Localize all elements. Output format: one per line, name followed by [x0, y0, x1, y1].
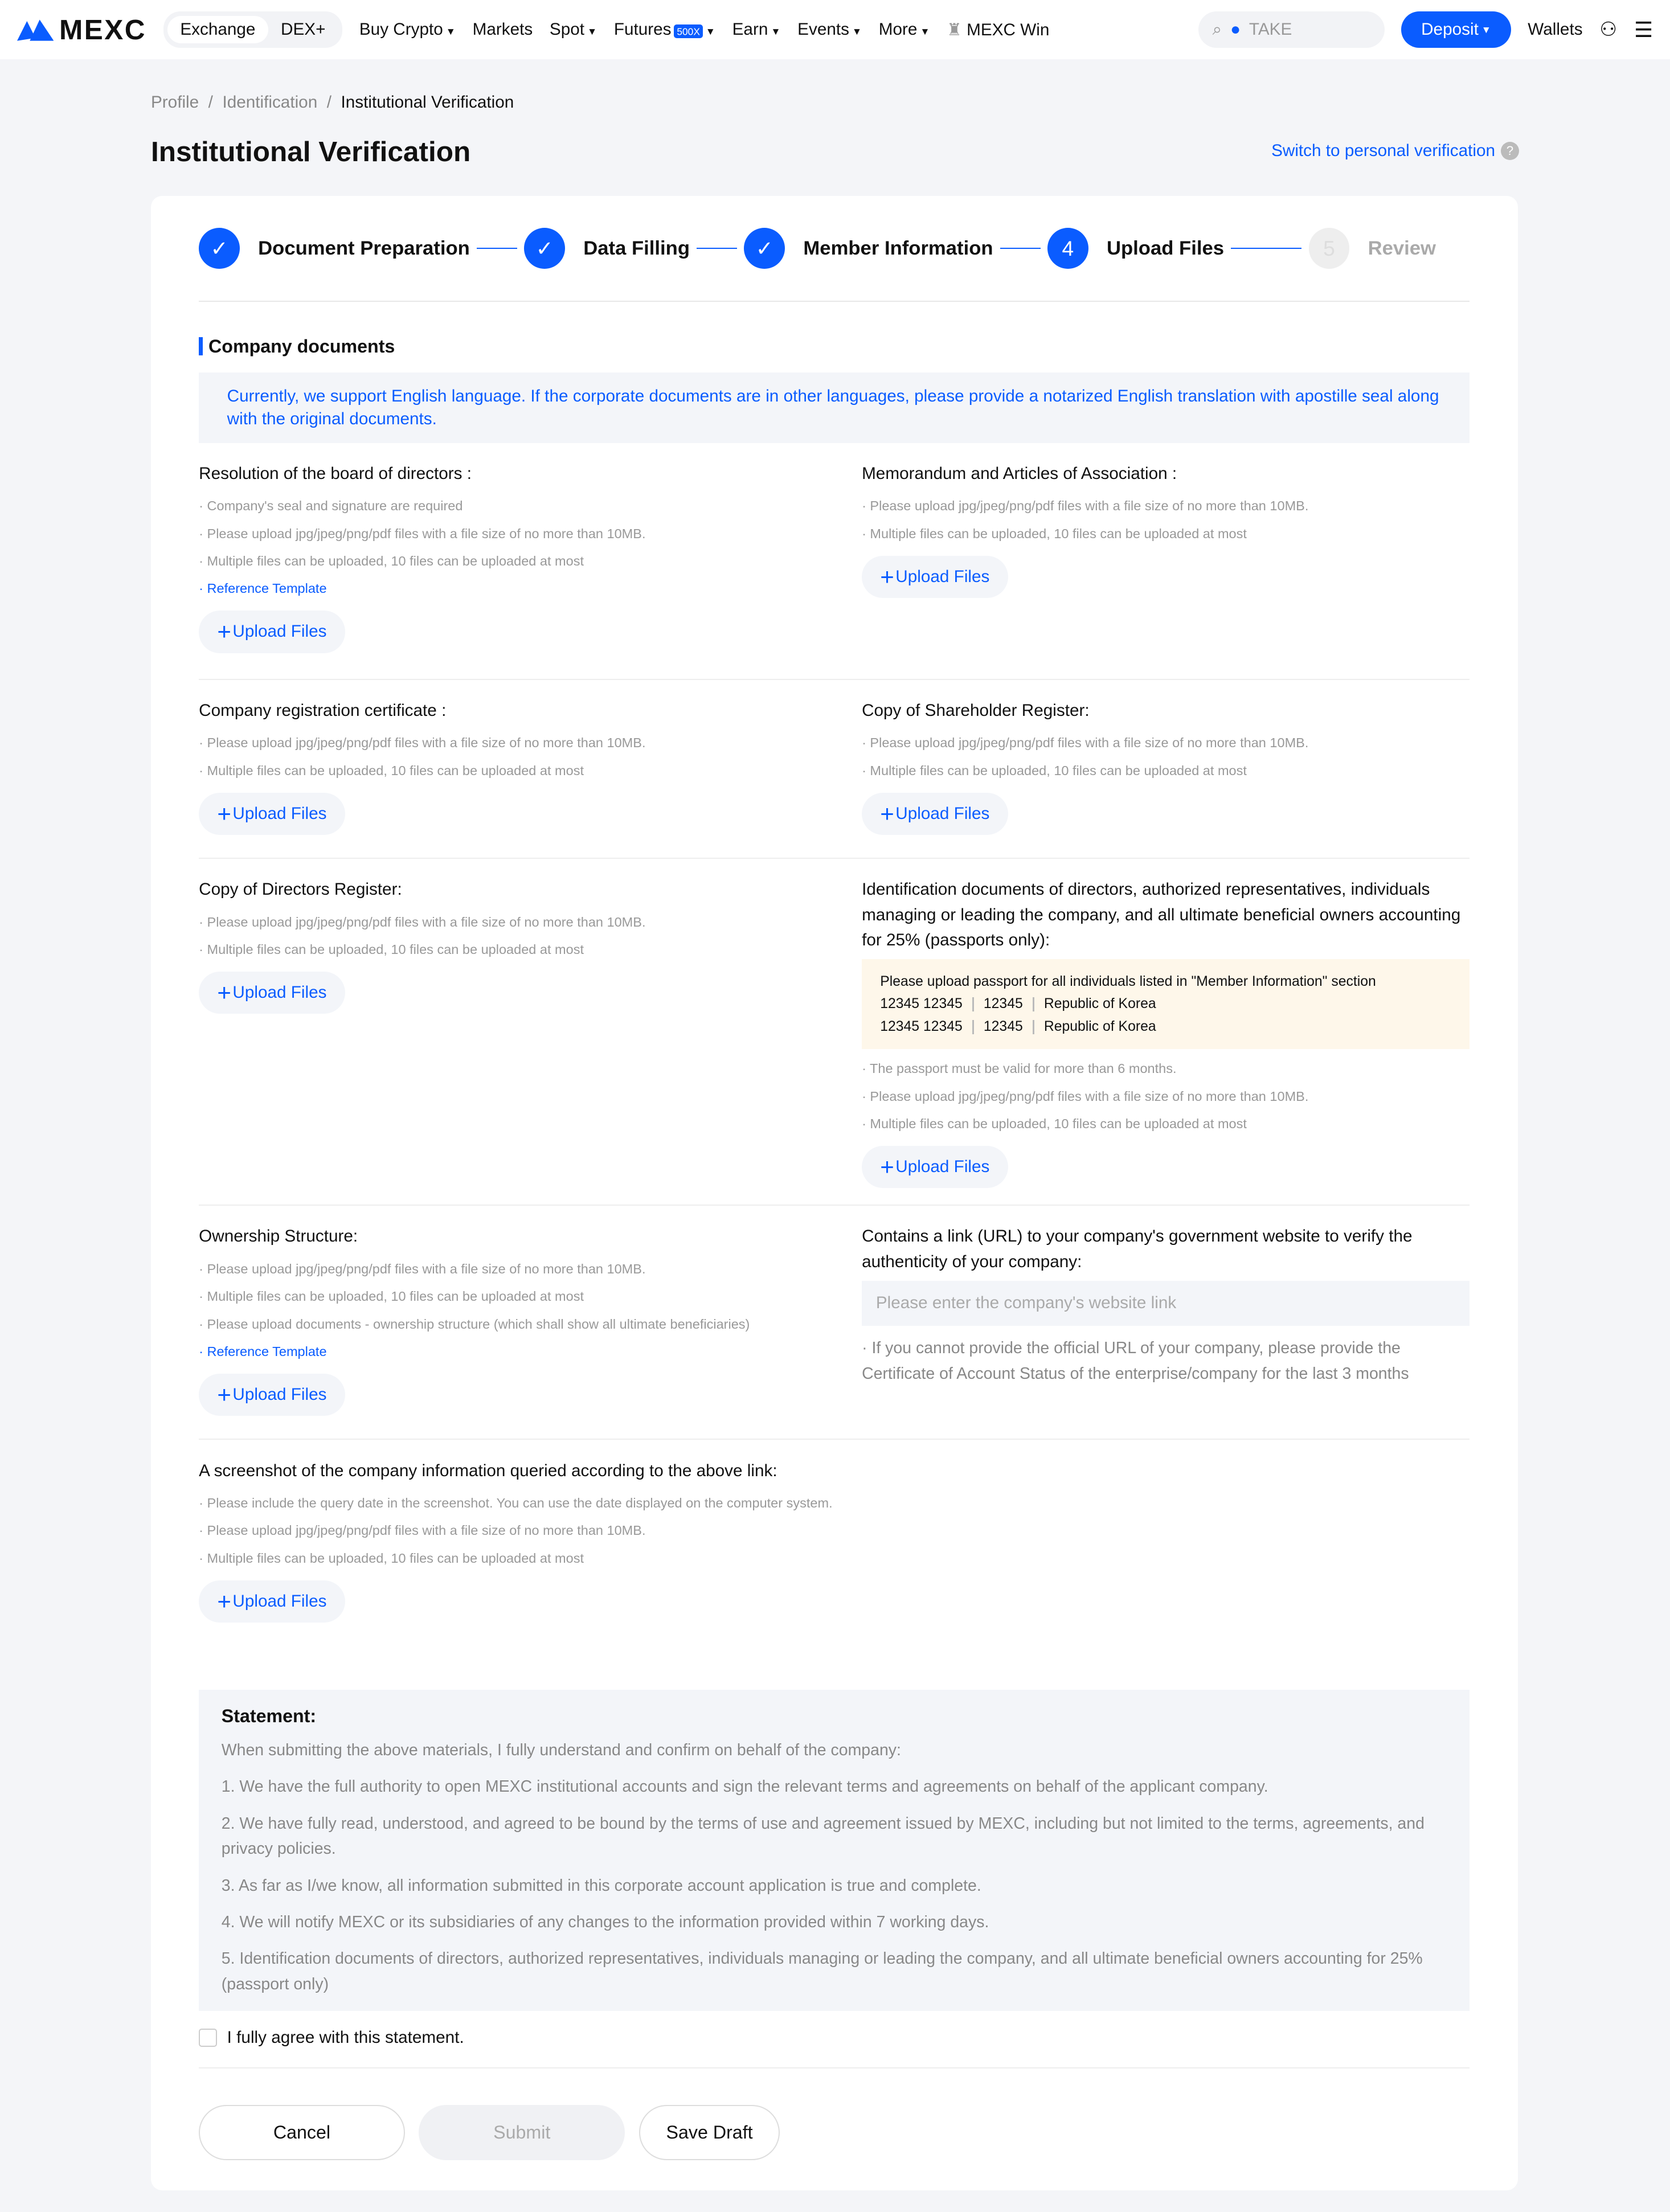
reference-template-link[interactable]: · Reference Template	[199, 1343, 327, 1359]
statement-box: Statement: When submitting the above materials, I fully understand and confirm on behalf of the company: 1. We have the full authority to open MEXC institutional accounts and sign the relevant terms and agreements on behalf of the applicant company. 2. We have fully read, understood, and agreed to be bound by the terms of use and agreement issued by MEXC, including but not limited to the terms, agreements, and privacy policies. 3. As far as I/we know, all information submitted in this corporate account application is true and complete. 4. We will notify MEXC or its subsidiaries of any changes to the information provided within 7 working days. 5. Identification documents of directors, authorized representatives, individuals managing or leading the company, and all ultimate beneficial owners accounting for 25% (passport only)	[199, 1690, 1470, 2012]
step-number: 5	[1309, 228, 1350, 269]
save-draft-button[interactable]: Save Draft	[639, 2105, 780, 2160]
plus-icon: +	[217, 1587, 231, 1615]
check-icon: ✓	[524, 228, 565, 269]
reference-template-link[interactable]: · Reference Template	[199, 581, 327, 596]
mexc-logo-icon	[17, 18, 54, 41]
nav-markets[interactable]: Markets	[472, 20, 533, 39]
exchange-dex-toggle	[163, 11, 343, 48]
top-nav	[0, 0, 1670, 59]
upload-button[interactable]: + Upload Files	[862, 793, 1008, 835]
nav-futures[interactable]: Futures 500X ▼	[613, 20, 715, 39]
board-resolution-field: Resolution of the board of directors : · Company's seal and signature are required · Please upload jpg/jpeg/png/pdf files with a file size of no more than 10MB. · Multiple files can be uploaded, 10 files can be uploaded at most · Reference Template + Upload Files	[199, 443, 862, 679]
section-title: Company documents	[199, 337, 1470, 355]
crumb-identification[interactable]: Identification	[222, 93, 318, 112]
nav-more[interactable]: More ▼	[878, 20, 930, 39]
user-icon[interactable]: ⚇	[1599, 19, 1618, 40]
step-label: Review	[1368, 237, 1436, 259]
submit-button[interactable]: Submit	[419, 2105, 625, 2160]
upload-button[interactable]: + Upload Files	[862, 1146, 1008, 1188]
mexc-logo[interactable]: MEXC	[17, 14, 146, 46]
upload-button[interactable]: + Upload Files	[199, 1374, 345, 1416]
plus-icon: +	[217, 618, 231, 645]
shareholder-register-field: Copy of Shareholder Register: · Please upload jpg/jpeg/png/pdf files with a file size of no more than 10MB. · Multiple files can be uploaded, 10 files can be uploaded at most + Upload Files	[862, 680, 1470, 858]
trophy-icon: ♜	[947, 20, 962, 39]
exchange-tab[interactable]: Exchange	[167, 16, 268, 44]
directors-register-field: Copy of Directors Register: · Please upload jpg/jpeg/png/pdf files with a file size of no more than 10MB. · Multiple files can be uploaded, 10 files can be uploaded at most + Upload Files	[199, 859, 862, 1205]
registration-certificate-field: Company registration certificate : · Please upload jpg/jpeg/png/pdf files with a file size of no more than 10MB. · Multiple files can be uploaded, 10 files can be uploaded at most + Upload Files	[199, 680, 862, 858]
deposit-button[interactable]: Deposit ▼	[1401, 11, 1511, 48]
search-icon: ⌕	[1212, 20, 1222, 39]
plus-icon: +	[880, 563, 894, 590]
member-row: 12345 12345 12345 Republic of Korea	[880, 996, 1156, 1012]
upload-button[interactable]: + Upload Files	[199, 611, 345, 653]
search-input[interactable]: ⌕ ● TAKE	[1198, 11, 1385, 48]
stepper	[199, 196, 1470, 302]
breadcrumb: Profile / Identification / Institutional Verification	[150, 93, 514, 112]
nav-events[interactable]: Events ▼	[797, 20, 862, 39]
step-label: Data Filling	[583, 237, 690, 259]
crumb-current: Institutional Verification	[341, 93, 514, 112]
memorandum-field: Memorandum and Articles of Association : · Please upload jpg/jpeg/png/pdf files with a file size of no more than 10MB. · Multiple files can be uploaded, 10 files can be uploaded at most + Upload Files	[862, 443, 1470, 679]
plus-icon: +	[217, 800, 231, 827]
step-label: Upload Files	[1106, 237, 1224, 259]
check-icon: ✓	[199, 228, 240, 269]
passport-notice: Please upload passport for all individuals listed in "Member Information" section 12345 12345 12345 Republic of Korea 12345 12345 12345 Republic of Korea	[862, 959, 1470, 1049]
check-icon: ✓	[744, 228, 785, 269]
nav-earn[interactable]: Earn ▼	[732, 20, 781, 39]
nav-spot[interactable]: Spot ▼	[549, 20, 597, 39]
company-screenshot-field: A screenshot of the company information queried according to the above link: · Please include the query date in the screenshot. You can use the date displayed on the computer system. · Please upload jpg/jpeg/png/pdf files with a file size of no more than 10MB. · Multiple files can be uploaded, 10 files can be uploaded at most + Upload Files	[199, 1440, 862, 1651]
step-label: Member Information	[803, 237, 993, 259]
nav-buy-crypto[interactable]: Buy Crypto ▼	[359, 20, 456, 39]
website-link-input[interactable]: Please enter the company's website link	[862, 1281, 1470, 1326]
wallets-link[interactable]: Wallets	[1528, 20, 1583, 39]
nav-mexc-win[interactable]: ♜ MEXC Win	[947, 20, 1050, 39]
agree-checkbox[interactable]	[199, 2029, 217, 2047]
crumb-profile[interactable]: Profile	[150, 93, 199, 112]
step-label: Document Preparation	[258, 237, 470, 259]
drop-icon: ●	[1230, 20, 1241, 39]
ownership-structure-field: Ownership Structure: · Please upload jpg/jpeg/png/pdf files with a file size of no more than 10MB. · Multiple files can be uploaded, 10 files can be uploaded at most · Please upload documents - ownership structure (which shall show all ultimate beneficiaries) · Reference Template + Upload Files	[199, 1206, 862, 1439]
menu-icon[interactable]: ☰	[1634, 17, 1653, 42]
futures-badge: 500X	[674, 24, 702, 39]
plus-icon: +	[217, 1381, 231, 1408]
upload-button[interactable]: + Upload Files	[199, 793, 345, 835]
upload-button[interactable]: + Upload Files	[199, 1580, 345, 1623]
member-row: 12345 12345 12345 Republic of Korea	[880, 1018, 1156, 1034]
plus-icon: +	[880, 1153, 894, 1181]
plus-icon: +	[217, 979, 231, 1006]
identification-documents-field: Identification documents of directors, authorized representatives, individuals managing or leading the company, and all ultimate beneficial owners accounting for 25% (passports only): Please upload passport for all individuals listed in "Member Information" section 12345 12345 12345 Republic of Korea 12345 12345 12345 Republic of Korea · The passport must be valid for more than 6 months. · Please upload jpg/jpeg/png/pdf files with a file size of no more than 10MB. · Multiple files can be uploaded, 10 files can be uploaded at most + Upload Files	[862, 859, 1470, 1205]
agree-checkbox-row[interactable]: I fully agree with this statement.	[199, 2028, 1470, 2068]
page-title: Institutional Verification	[150, 136, 471, 167]
help-icon: ?	[1501, 142, 1519, 160]
switch-personal-link[interactable]: Switch to personal verification ?	[1271, 141, 1519, 161]
upload-button[interactable]: + Upload Files	[862, 556, 1008, 598]
dex-tab[interactable]: DEX+	[281, 20, 326, 39]
language-notice: Currently, we support English language. If the corporate documents are in other languages, please provide a notarized English translation with apostille seal along with the original documents.	[199, 372, 1470, 443]
cancel-button[interactable]: Cancel	[199, 2105, 405, 2160]
website-url-field: Contains a link (URL) to your company's government website to verify the authenticity of your company: Please enter the company's website link · If you cannot provide the official URL of your company, please provide the Certificate of Account Status of the enterprise/company for the last 3 months	[862, 1206, 1470, 1439]
upload-button[interactable]: + Upload Files	[199, 972, 345, 1014]
verification-card	[151, 196, 1518, 2190]
plus-icon: +	[880, 800, 894, 827]
step-number: 4	[1047, 228, 1088, 269]
